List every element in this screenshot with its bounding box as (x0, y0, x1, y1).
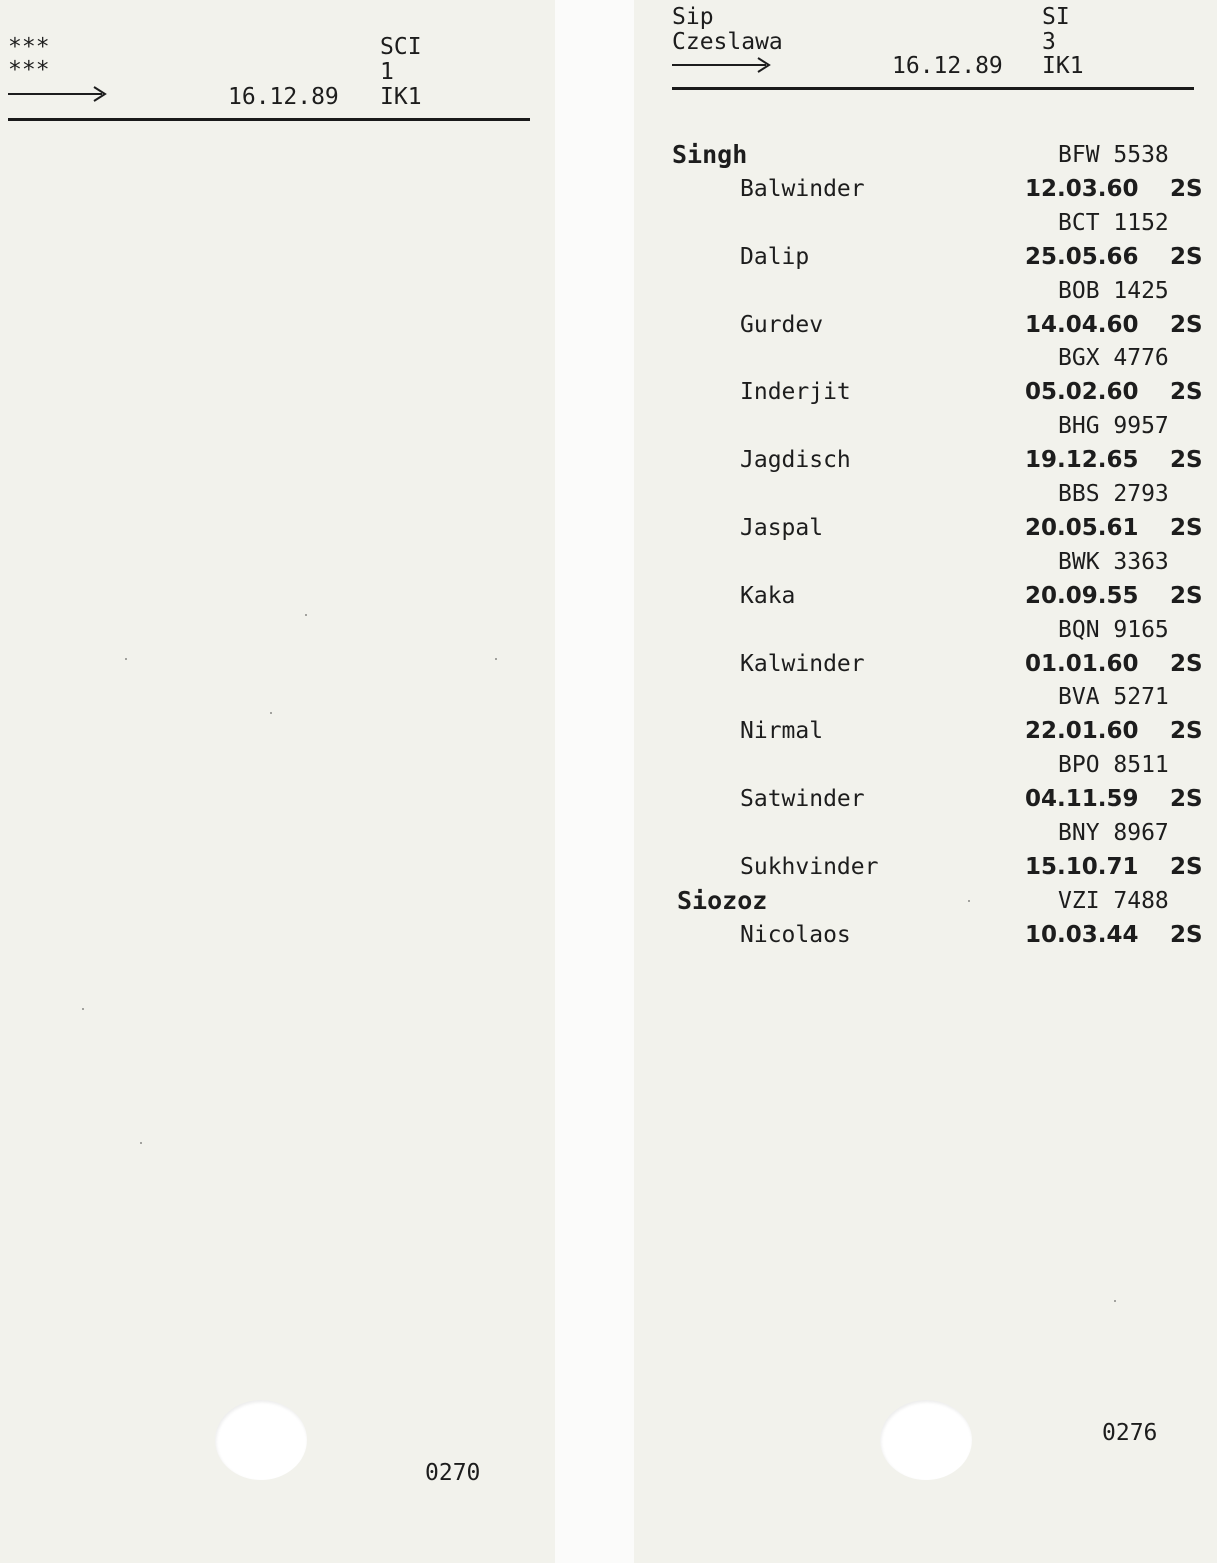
entry-id: BBS 2793 (1058, 481, 1169, 507)
entry-id: BGX 4776 (1058, 345, 1169, 371)
entry-dob: 20.05.61 (1025, 515, 1139, 541)
entry-dob: 25.05.66 (1025, 244, 1139, 270)
entry-code: 2S (1170, 786, 1203, 812)
speck (125, 658, 127, 660)
entry-dob: 01.01.60 (1025, 651, 1139, 677)
entry-id: BWK 3363 (1058, 549, 1169, 575)
left-code: SCI (380, 34, 422, 60)
entry-given-name: Satwinder (740, 786, 865, 812)
right-header-rule (672, 87, 1194, 90)
entry-dob: 05.02.60 (1025, 379, 1139, 405)
left-name-line-2: *** (8, 57, 50, 83)
right-punch-hole (880, 1400, 972, 1480)
entry-dob: 12.03.60 (1025, 176, 1139, 202)
entry-surname: Siozoz (677, 886, 768, 915)
entry-id: BOB 1425 (1058, 278, 1169, 304)
entry-given-name: Balwinder (740, 176, 865, 202)
speck (495, 658, 497, 660)
entry-id: BQN 9165 (1058, 617, 1169, 643)
entry-dob: 15.10.71 (1025, 854, 1139, 880)
left-tag: IK1 (380, 84, 422, 110)
entry-code: 2S (1170, 515, 1203, 541)
entry-id: BFW 5538 (1058, 142, 1169, 168)
entry-id: BPO 8511 (1058, 752, 1169, 778)
entry-code: 2S (1170, 718, 1203, 744)
entry-id: BVA 5271 (1058, 684, 1169, 710)
entry-surname: Singh (672, 140, 748, 169)
entry-id: VZI 7488 (1058, 888, 1169, 914)
entry-id: BCT 1152 (1058, 210, 1169, 236)
right-date: 16.12.89 (892, 53, 1003, 79)
right-surname: Sip (672, 4, 714, 30)
speck (968, 900, 970, 902)
entry-given-name: Dalip (740, 244, 810, 270)
scan-gutter (555, 0, 634, 1563)
left-index-card (0, 0, 555, 1563)
speck (270, 712, 272, 714)
entry-dob: 04.11.59 (1025, 786, 1139, 812)
entry-given-name: Kalwinder (740, 651, 865, 677)
entry-code: 2S (1170, 922, 1203, 948)
right-code: SI (1042, 4, 1070, 30)
entry-code: 2S (1170, 312, 1203, 338)
entry-given-name: Kaka (740, 583, 796, 609)
right-number: 3 (1042, 29, 1056, 55)
right-arrow-icon (672, 55, 776, 75)
entry-given-name: Sukhvinder (740, 854, 879, 880)
entry-dob: 22.01.60 (1025, 718, 1139, 744)
left-punch-hole (215, 1400, 307, 1480)
entry-code: 2S (1170, 176, 1203, 202)
entry-code: 2S (1170, 447, 1203, 473)
left-number: 1 (380, 59, 394, 85)
entry-dob: 20.09.55 (1025, 583, 1139, 609)
speck (1114, 1300, 1116, 1302)
entry-given-name: Jaspal (740, 515, 824, 541)
entry-id: BHG 9957 (1058, 413, 1169, 439)
speck (140, 1142, 142, 1144)
entry-dob: 10.03.44 (1025, 922, 1139, 948)
entry-code: 2S (1170, 854, 1203, 880)
entry-given-name: Nicolaos (740, 922, 851, 948)
entry-dob: 19.12.65 (1025, 447, 1139, 473)
entry-code: 2S (1170, 651, 1203, 677)
entry-code: 2S (1170, 379, 1203, 405)
entry-given-name: Jagdisch (740, 447, 851, 473)
entry-given-name: Gurdev (740, 312, 824, 338)
left-footer-number: 0270 (425, 1460, 481, 1486)
entry-code: 2S (1170, 244, 1203, 270)
left-name-line-1: *** (8, 34, 50, 60)
entry-given-name: Nirmal (740, 718, 824, 744)
right-given-name: Czeslawa (672, 29, 783, 55)
right-footer-number: 0276 (1102, 1420, 1158, 1446)
left-header-rule (8, 118, 530, 121)
entry-id: BNY 8967 (1058, 820, 1169, 846)
entry-code: 2S (1170, 583, 1203, 609)
left-date: 16.12.89 (228, 84, 339, 110)
right-index-card (634, 0, 1217, 1563)
left-arrow-icon (8, 84, 112, 104)
right-tag: IK1 (1042, 53, 1084, 79)
speck (305, 614, 307, 616)
entry-dob: 14.04.60 (1025, 312, 1139, 338)
entry-given-name: Inderjit (740, 379, 851, 405)
speck (82, 1008, 84, 1010)
